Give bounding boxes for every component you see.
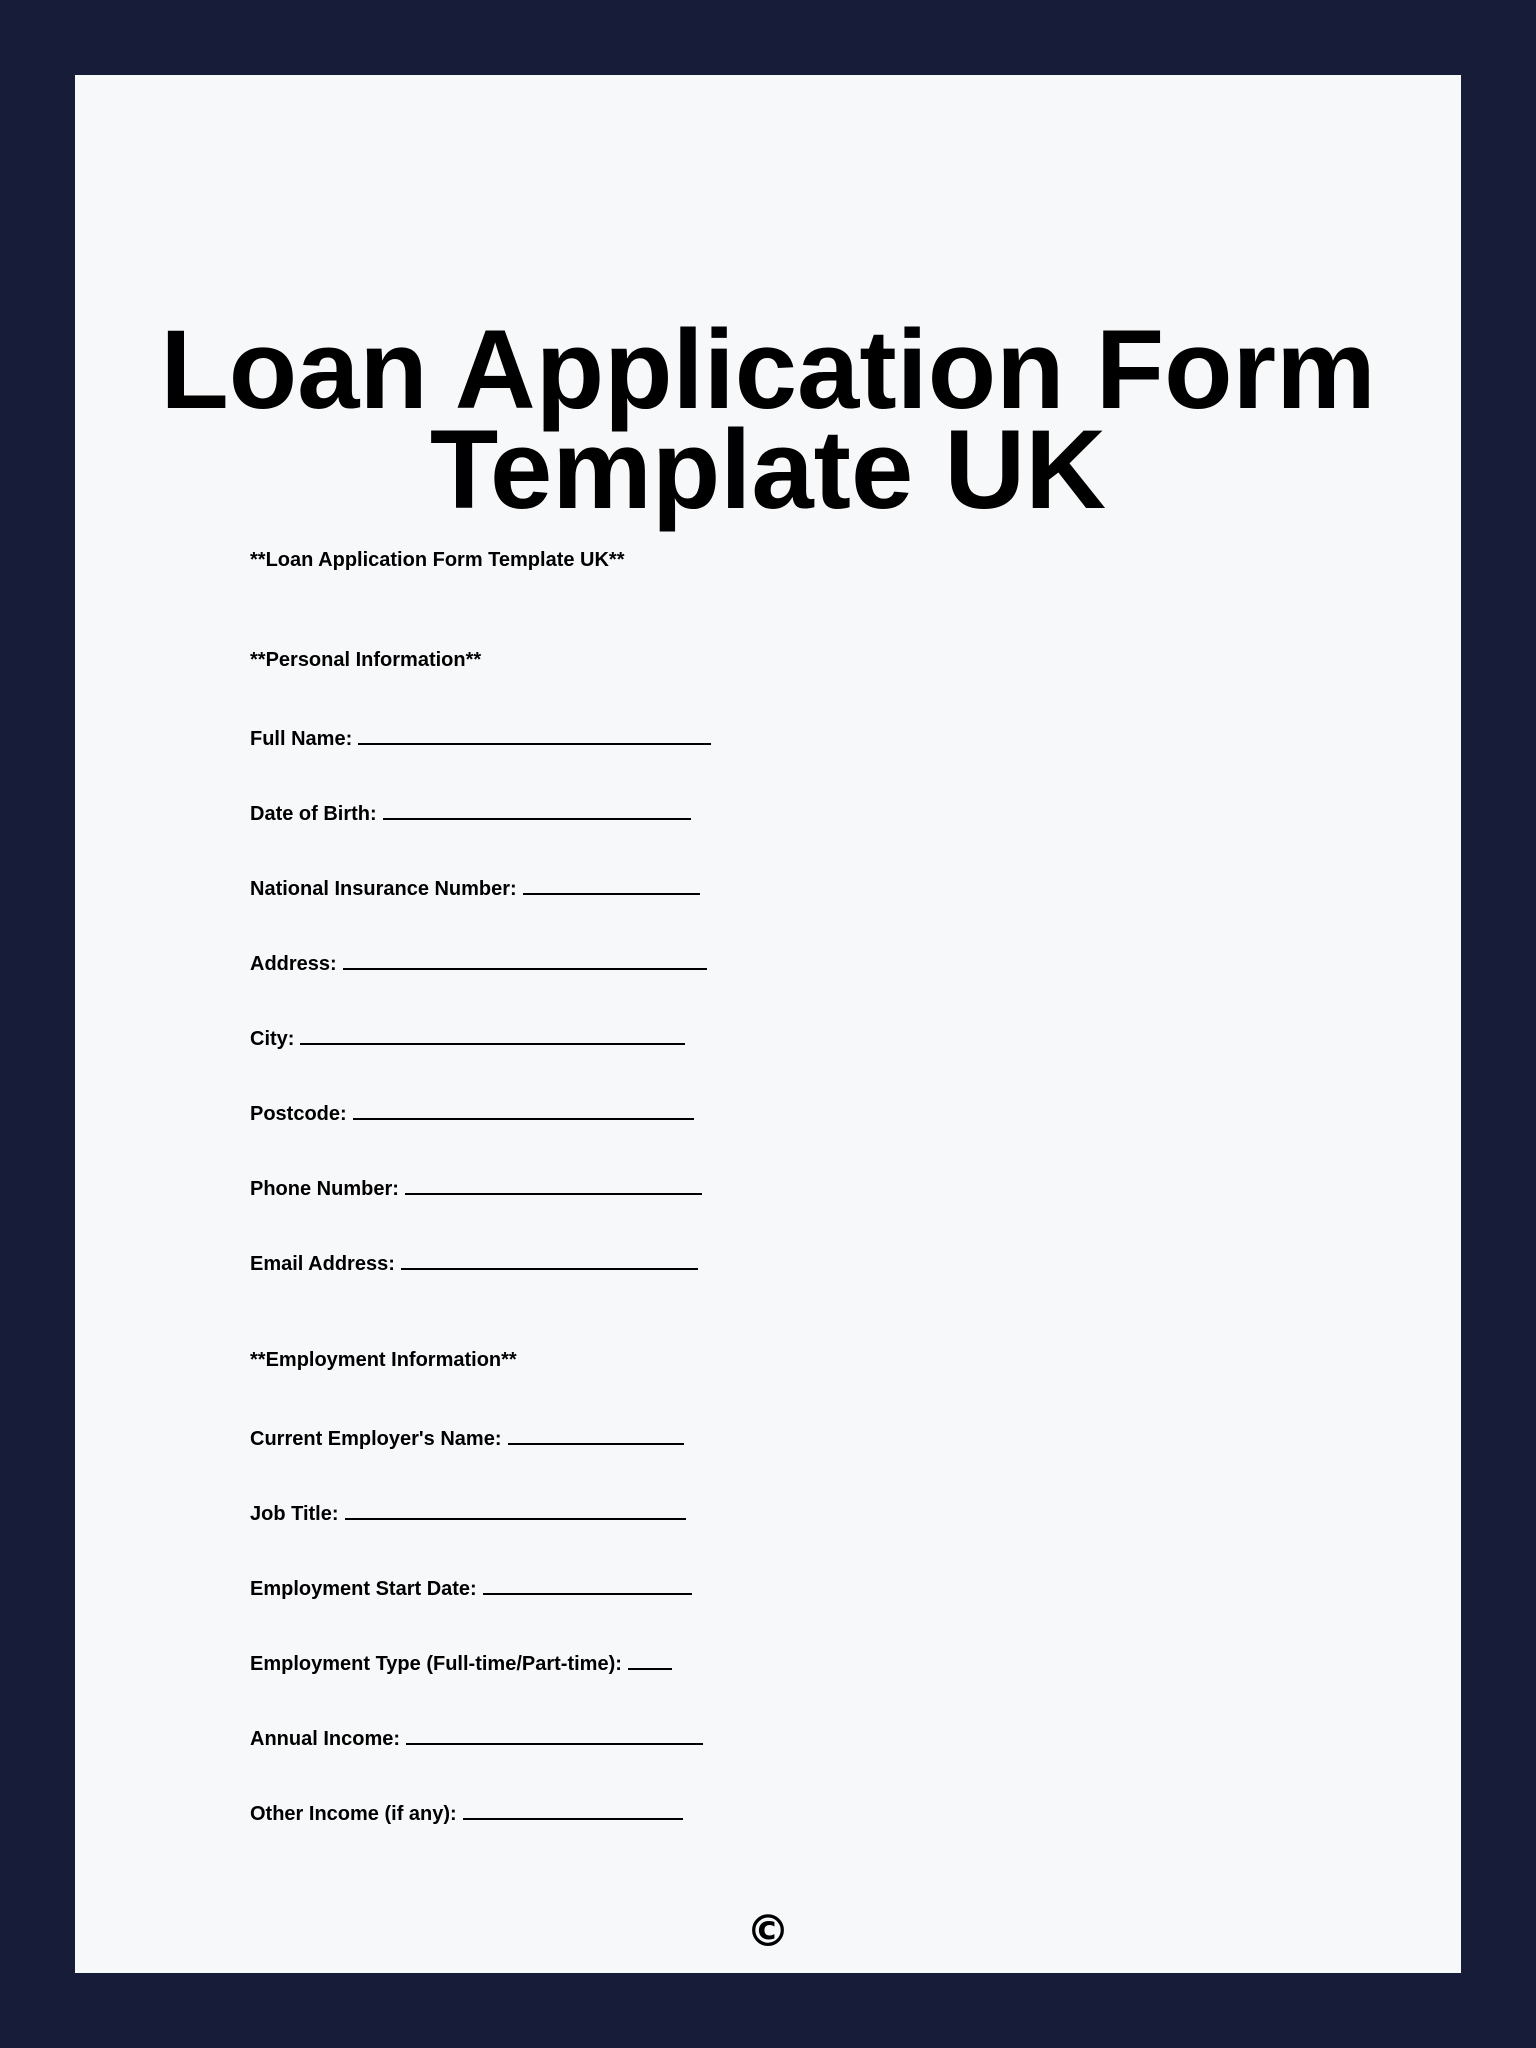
field-employment-type (250, 1648, 672, 1676)
blank-input-line[interactable] (463, 1798, 683, 1820)
blank-input-line[interactable] (300, 1023, 685, 1045)
field-label: Postcode: (250, 1103, 347, 1125)
field-other-income (250, 1798, 683, 1826)
copyright-icon: © (746, 1906, 790, 1957)
field-email-address (250, 1248, 698, 1276)
blank-input-line[interactable] (483, 1573, 692, 1595)
field-label: Email Address: (250, 1253, 395, 1275)
field-label: Other Income (if any): (250, 1803, 457, 1825)
section-heading-personal: **Personal Information** (250, 649, 482, 671)
field-postcode (250, 1098, 694, 1126)
field-label: Employment Start Date: (250, 1578, 477, 1600)
field-label: Date of Birth: (250, 803, 377, 825)
field-current-employer-name (250, 1423, 684, 1451)
field-city (250, 1023, 685, 1051)
blank-input-line[interactable] (383, 798, 691, 820)
field-label: City: (250, 1028, 295, 1050)
blank-input-line[interactable] (353, 1098, 694, 1120)
field-job-title (250, 1498, 686, 1526)
field-label: Current Employer's Name: (250, 1428, 502, 1450)
blank-input-line[interactable] (343, 948, 707, 970)
field-label: National Insurance Number: (250, 878, 517, 900)
field-employment-start-date (250, 1573, 692, 1601)
field-label: Address: (250, 953, 337, 975)
field-label: Job Title: (250, 1503, 339, 1525)
blank-input-line[interactable] (406, 1723, 703, 1745)
field-annual-income (250, 1723, 703, 1751)
title-line-2: Template UK (429, 407, 1107, 532)
field-label: Annual Income: (250, 1728, 401, 1750)
blank-input-line[interactable] (345, 1498, 686, 1520)
blank-input-line[interactable] (405, 1173, 702, 1195)
field-label: Phone Number: (250, 1178, 399, 1200)
field-address (250, 948, 707, 976)
blank-input-line[interactable] (358, 723, 711, 745)
document-page (75, 75, 1461, 1973)
blank-input-line[interactable] (508, 1423, 684, 1445)
section-heading-employment: **Employment Information** (250, 1349, 517, 1371)
field-label: Employment Type (Full-time/Part-time): (250, 1653, 622, 1675)
blank-input-line[interactable] (628, 1648, 672, 1670)
field-label: Full Name: (250, 728, 353, 750)
field-full-name (250, 723, 711, 751)
form-subtitle: **Loan Application Form Template UK** (250, 549, 625, 571)
field-phone-number (250, 1173, 702, 1201)
field-date-of-birth (250, 798, 691, 826)
title-line-1: Loan Application Form (160, 307, 1376, 432)
document-title (75, 307, 1461, 532)
blank-input-line[interactable] (401, 1248, 698, 1270)
field-national-insurance-number (250, 873, 700, 901)
blank-input-line[interactable] (523, 873, 700, 895)
